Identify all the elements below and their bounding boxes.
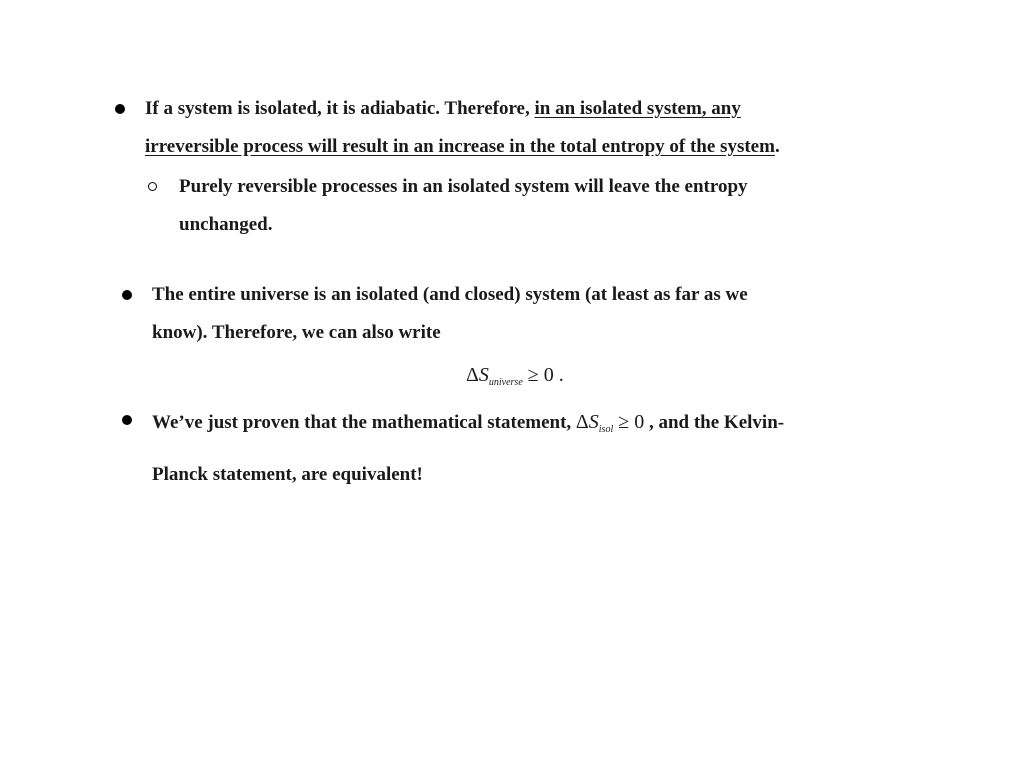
sub-bullet-line-2: unchanged. (179, 214, 273, 235)
equation-delta: Δ (466, 364, 479, 386)
bullet-1-text (145, 90, 780, 166)
equation-subscript: universe (488, 377, 523, 388)
bullet-2-line-2: know). Therefore, we can also write (152, 322, 441, 343)
bullet-1-plain: If a system is isolated, it is adiabatic. Therefore, (145, 98, 535, 119)
bullet-1-marker (115, 104, 125, 114)
sub-bullet-text (179, 168, 748, 244)
bullet-1-line-1 (145, 90, 780, 128)
sub-bullet-line-1: Purely reversible processes in an isolated system will leave the entropy (179, 176, 748, 197)
equation-symbol: S (478, 364, 489, 386)
sub-bullet-marker (148, 182, 157, 191)
bullet-3-line-2: Planck statement, are equivalent! (152, 464, 423, 485)
bullet-1-underlined-b: irreversible process will result in an increase in the total entropy of the system (145, 136, 775, 157)
inline-subscript: isol (598, 424, 614, 435)
bullet-2-marker (122, 290, 132, 300)
bullet-3-pre: We’ve just proven that the mathematical statement, (152, 412, 576, 433)
inline-relation: ≥ 0 (613, 411, 645, 433)
bullet-3-text (152, 400, 784, 497)
bullet-1-underlined-a: in an isolated system, any (534, 98, 741, 119)
entropy-isol-inline-math (576, 411, 644, 433)
bullet-3-post: , and the Kelvin- (644, 412, 785, 433)
bullet-2-text (152, 276, 748, 352)
bullet-1-line-2 (145, 128, 780, 166)
bullet-3-line-1 (152, 400, 784, 452)
inline-symbol: S (588, 411, 599, 433)
bullet-3-marker (122, 415, 132, 425)
equation-relation: ≥ 0 . (522, 364, 564, 386)
bullet-1-period: . (774, 136, 780, 157)
inline-delta: Δ (575, 411, 589, 433)
entropy-universe-equation (466, 364, 564, 388)
bullet-2-line-1: The entire universe is an isolated (and closed) system (at least as far as we (152, 284, 748, 305)
